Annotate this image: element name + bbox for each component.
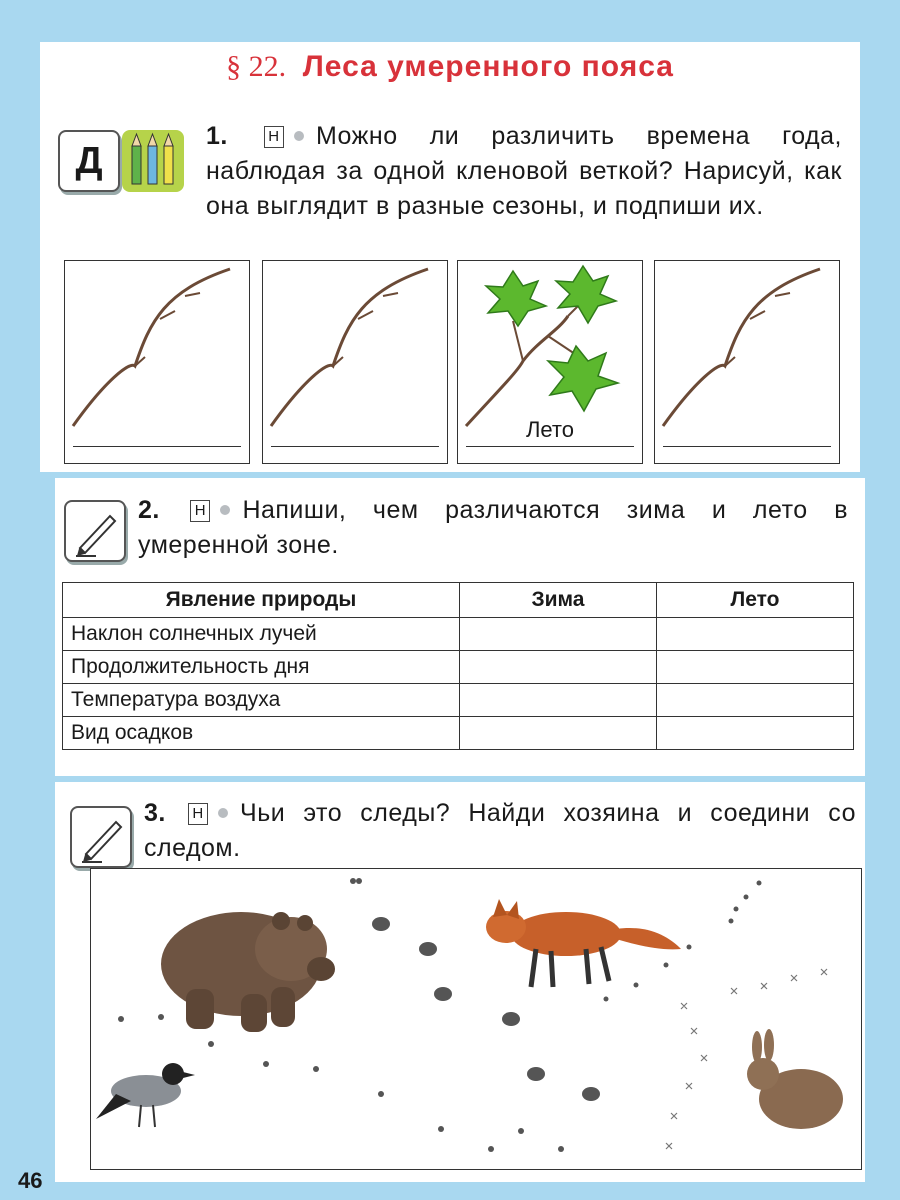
bullet-dot-icon bbox=[220, 505, 230, 515]
caption-line bbox=[466, 446, 634, 447]
task3-text-block bbox=[144, 796, 856, 866]
n-marker-icon: Н bbox=[190, 500, 210, 522]
table-row bbox=[63, 618, 854, 651]
tracks-scene bbox=[90, 868, 862, 1170]
n-marker-icon: Н bbox=[264, 126, 284, 148]
caption-line bbox=[663, 446, 831, 447]
table-row bbox=[63, 717, 854, 750]
season-frame-3[interactable] bbox=[457, 260, 643, 464]
column-header: Явление природы bbox=[63, 583, 460, 618]
row-label: Вид осадков bbox=[63, 717, 460, 750]
season-frame-1[interactable] bbox=[64, 260, 250, 464]
winter-cell[interactable] bbox=[460, 684, 657, 717]
winter-cell[interactable] bbox=[460, 618, 657, 651]
page-number: 46 bbox=[18, 1168, 43, 1193]
column-header: Зима bbox=[460, 583, 657, 618]
summer-cell[interactable] bbox=[657, 684, 854, 717]
task2-text-block bbox=[138, 493, 848, 563]
page-title bbox=[0, 50, 900, 84]
task1-number: 1. bbox=[206, 122, 228, 150]
bullet-dot-icon bbox=[218, 808, 228, 818]
winter-cell[interactable] bbox=[460, 717, 657, 750]
table-row bbox=[63, 651, 854, 684]
caption-line bbox=[73, 446, 241, 447]
crow-illustration[interactable] bbox=[96, 1063, 195, 1127]
table-header-row bbox=[63, 583, 854, 618]
task3-number: 3. bbox=[144, 799, 166, 827]
bare-branch-drawing bbox=[263, 261, 447, 451]
winter-cell[interactable] bbox=[460, 651, 657, 684]
table-row bbox=[63, 684, 854, 717]
pencil-icon bbox=[64, 500, 126, 562]
task1-text: Можно ли различить времена года, наблюдая за одной кленовой веткой? Нарисуй, как она выглядит в разные сезоны, и подпиши их. bbox=[206, 122, 842, 220]
season-frame-2[interactable] bbox=[262, 260, 448, 464]
task3-text: Чьи это следы? Найди хозяина и соедини со следом. bbox=[144, 799, 856, 862]
task1-text-block bbox=[206, 119, 842, 224]
bear-illustration[interactable] bbox=[161, 912, 335, 1032]
color-pencils-icon bbox=[122, 130, 184, 192]
summer-cell[interactable] bbox=[657, 618, 854, 651]
n-marker-icon: Н bbox=[188, 803, 208, 825]
row-label: Температура воздуха bbox=[63, 684, 460, 717]
task2-text: Напиши, чем различаются зима и лето в умеренной зоне. bbox=[138, 496, 848, 559]
frame-caption: Лето bbox=[525, 417, 574, 442]
column-header: Лето bbox=[657, 583, 854, 618]
row-label: Наклон солнечных лучей bbox=[63, 618, 460, 651]
homework-badge: Д bbox=[58, 130, 120, 192]
hare-illustration[interactable] bbox=[747, 1029, 843, 1129]
caption-line bbox=[271, 446, 439, 447]
bullet-dot-icon bbox=[294, 131, 304, 141]
bare-branch-drawing bbox=[65, 261, 249, 451]
summer-cell[interactable] bbox=[657, 717, 854, 750]
section-number: § 22. bbox=[226, 50, 287, 83]
bare-branch-drawing bbox=[655, 261, 839, 451]
task2-number: 2. bbox=[138, 496, 160, 524]
section-title: Леса умеренного пояса bbox=[302, 50, 674, 83]
fox-illustration[interactable] bbox=[486, 899, 681, 987]
seasons-table bbox=[62, 582, 854, 750]
row-label: Продолжительность дня bbox=[63, 651, 460, 684]
season-frame-4[interactable] bbox=[654, 260, 840, 464]
summer-cell[interactable] bbox=[657, 651, 854, 684]
pencil-icon bbox=[70, 806, 132, 868]
